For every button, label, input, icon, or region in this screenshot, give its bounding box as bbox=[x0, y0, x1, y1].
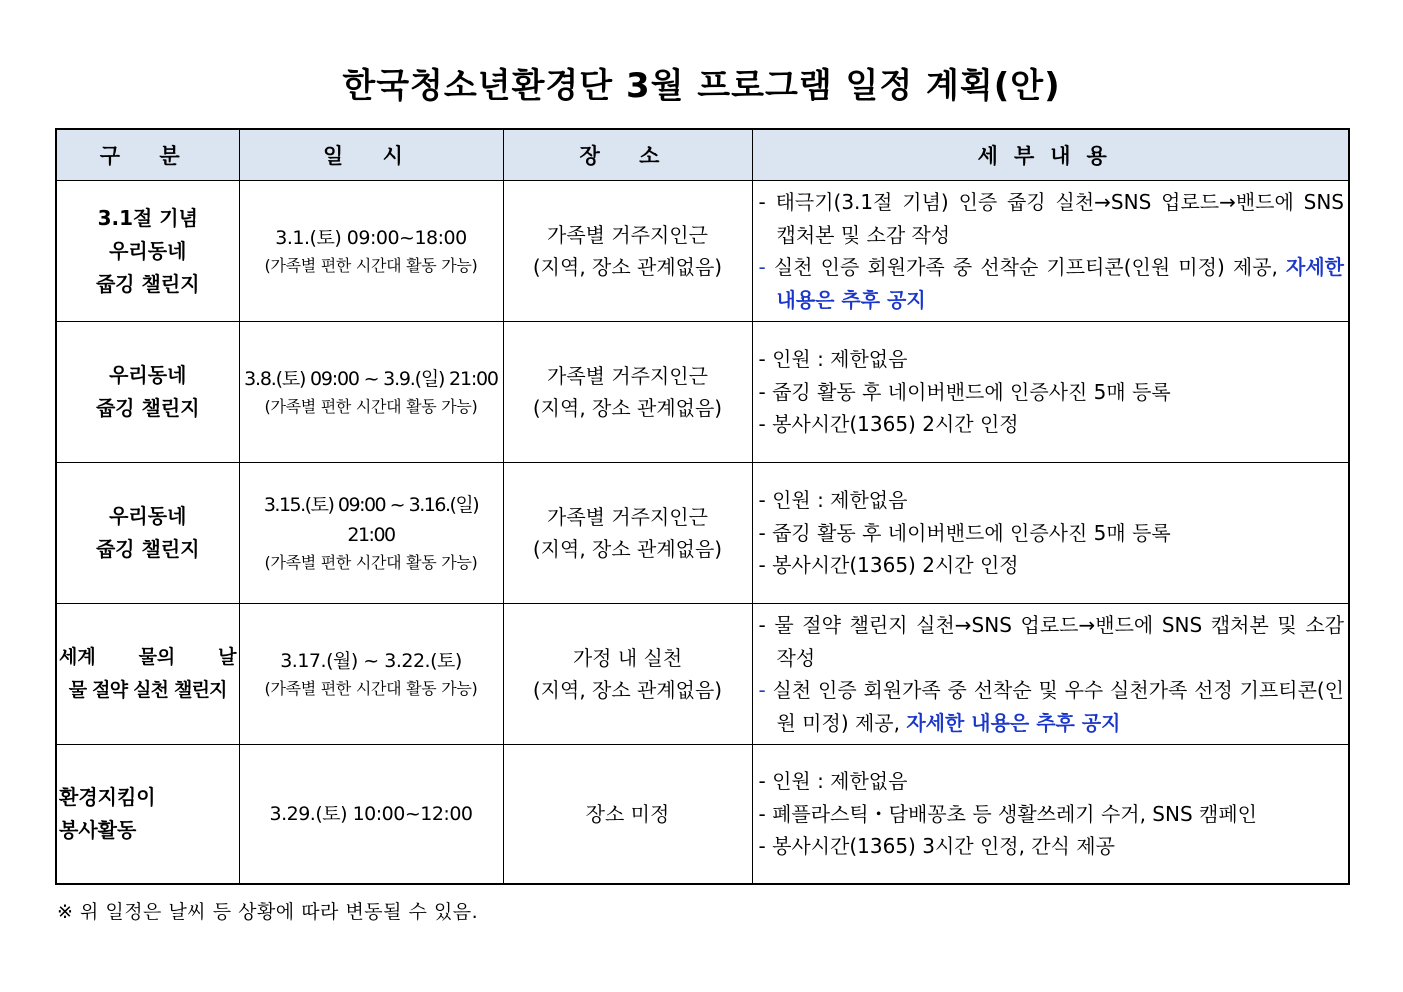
place-line: 가족별 거주지인근 bbox=[547, 223, 708, 247]
category-line: 3.1절 기념 bbox=[97, 205, 198, 230]
emphasis-text: 자세한 내용은 추후 공지 bbox=[906, 710, 1121, 735]
table-row bbox=[56, 745, 1349, 884]
datetime-text: 3.8.(토) 09:00 ~ 3.9.(일) 21:00 bbox=[244, 368, 498, 390]
detail-item: - 줍깅 활동 후 네이버밴드에 인증사진 5매 등록 bbox=[758, 379, 1171, 404]
row-details bbox=[752, 604, 1349, 745]
row-category bbox=[56, 322, 239, 463]
category-line: 줍깅 챌린지 bbox=[95, 396, 200, 420]
place-line: 가족별 거주지인근 bbox=[547, 505, 708, 529]
row-datetime bbox=[239, 463, 503, 604]
row-place bbox=[503, 322, 752, 463]
row-place bbox=[503, 181, 752, 322]
schedule-table bbox=[55, 128, 1350, 885]
detail-item: - 인원 : 제한없음 bbox=[758, 347, 908, 372]
row-details bbox=[752, 181, 1349, 322]
category-line: 우리동네 bbox=[109, 504, 187, 528]
row-details bbox=[752, 745, 1349, 884]
detail-item: - 실천 인증 회원가족 중 선착순 및 우수 실천가족 선정 기프티콘(인원 미정) 제공, 자세한 내용은 추후 공지 bbox=[758, 678, 1345, 735]
header-datetime: 일 시 bbox=[239, 129, 503, 181]
place-line: (지역, 장소 관계없음) bbox=[532, 537, 723, 561]
detail-item: - 폐플라스틱・담배꽁초 등 생활쓰레기 수거, SNS 캠페인 bbox=[758, 801, 1257, 826]
row-place bbox=[503, 745, 752, 884]
row-datetime bbox=[239, 745, 503, 884]
detail-item: - 봉사시간(1365) 2시간 인정 bbox=[758, 412, 1019, 437]
header-details: 세부내용 bbox=[752, 129, 1349, 181]
bullet-dash: - bbox=[758, 255, 766, 279]
detail-item: - 봉사시간(1365) 2시간 인정 bbox=[758, 553, 1019, 578]
datetime-text: 3.15.(토) 09:00 ~ 3.16.(일) 21:00 bbox=[263, 494, 479, 546]
detail-item: - 물 절약 챌린지 실천→SNS 업로드→밴드에 SNS 캡처본 및 소감 작성 bbox=[758, 613, 1345, 670]
row-place bbox=[503, 604, 752, 745]
row-place bbox=[503, 463, 752, 604]
category-line: 줍깅 챌린지 bbox=[95, 537, 200, 561]
datetime-text: 3.17.(월) ~ 3.22.(토) bbox=[280, 650, 462, 672]
header-category: 구 분 bbox=[56, 129, 239, 181]
category-line: 우리동네 bbox=[109, 238, 187, 263]
row-details bbox=[752, 463, 1349, 604]
table-row bbox=[56, 463, 1349, 604]
datetime-note: (가족별 편한 시간대 활동 가능) bbox=[264, 256, 478, 275]
category-line: 줍깅 챌린지 bbox=[95, 271, 200, 296]
place-line: 가족별 거주지인근 bbox=[547, 364, 708, 388]
emphasis-text: 자세한 내용은 추후 공지 bbox=[776, 255, 1345, 312]
table-row bbox=[56, 322, 1349, 463]
detail-item: - 인원 : 제한없음 bbox=[758, 488, 908, 513]
datetime-note: (가족별 편한 시간대 활동 가능) bbox=[264, 679, 478, 698]
row-category bbox=[56, 745, 239, 884]
row-datetime bbox=[239, 322, 503, 463]
datetime-note: (가족별 편한 시간대 활동 가능) bbox=[264, 397, 478, 416]
row-datetime bbox=[239, 604, 503, 745]
detail-item: - 실천 인증 회원가족 중 선착순 기프티콘(인원 미정) 제공, 자세한 내용은 추후 공지 bbox=[758, 255, 1345, 312]
header-place: 장 소 bbox=[503, 129, 752, 181]
row-category bbox=[56, 604, 239, 745]
detail-item: - 봉사시간(1365) 3시간 인정, 간식 제공 bbox=[758, 834, 1115, 858]
category-line: 물 절약 실천 챌린지 bbox=[68, 679, 227, 701]
table-row bbox=[56, 181, 1349, 322]
place-line: (지역, 장소 관계없음) bbox=[532, 678, 723, 702]
category-line: 우리동네 bbox=[109, 363, 187, 387]
place-line: 가정 내 실천 bbox=[572, 646, 683, 670]
page-title: 한국청소년환경단 3월 프로그램 일정 계획(안) bbox=[342, 66, 1061, 106]
table-header-row bbox=[56, 129, 1349, 181]
bullet-dash: - bbox=[758, 190, 766, 214]
datetime-note: (가족별 편한 시간대 활동 가능) bbox=[264, 553, 478, 572]
category-line: 세계 물의 날 bbox=[59, 646, 237, 668]
place-line: 장소 미정 bbox=[585, 801, 670, 826]
row-datetime bbox=[239, 181, 503, 322]
footer-note: ※ 위 일정은 날씨 등 상황에 따라 변동될 수 있음. bbox=[57, 901, 479, 923]
place-line: (지역, 장소 관계없음) bbox=[532, 255, 723, 279]
row-details bbox=[752, 322, 1349, 463]
row-category bbox=[56, 181, 239, 322]
detail-item: - 인원 : 제한없음 bbox=[758, 769, 908, 793]
detail-item: - 태극기(3.1절 기념) 인증 줍깅 실천→SNS 업로드→밴드에 SNS 캡처본 및 소감 작성 bbox=[758, 190, 1344, 247]
category-line: 봉사활동 bbox=[59, 817, 137, 842]
row-category bbox=[56, 463, 239, 604]
category-line: 환경지킴이 bbox=[59, 784, 156, 809]
detail-item: - 줍깅 활동 후 네이버밴드에 인증사진 5매 등록 bbox=[758, 520, 1171, 545]
place-line: (지역, 장소 관계없음) bbox=[532, 396, 723, 420]
datetime-text: 3.1.(토) 09:00~18:00 bbox=[275, 227, 467, 249]
datetime-text: 3.29.(토) 10:00~12:00 bbox=[269, 802, 473, 825]
table-row bbox=[56, 604, 1349, 745]
